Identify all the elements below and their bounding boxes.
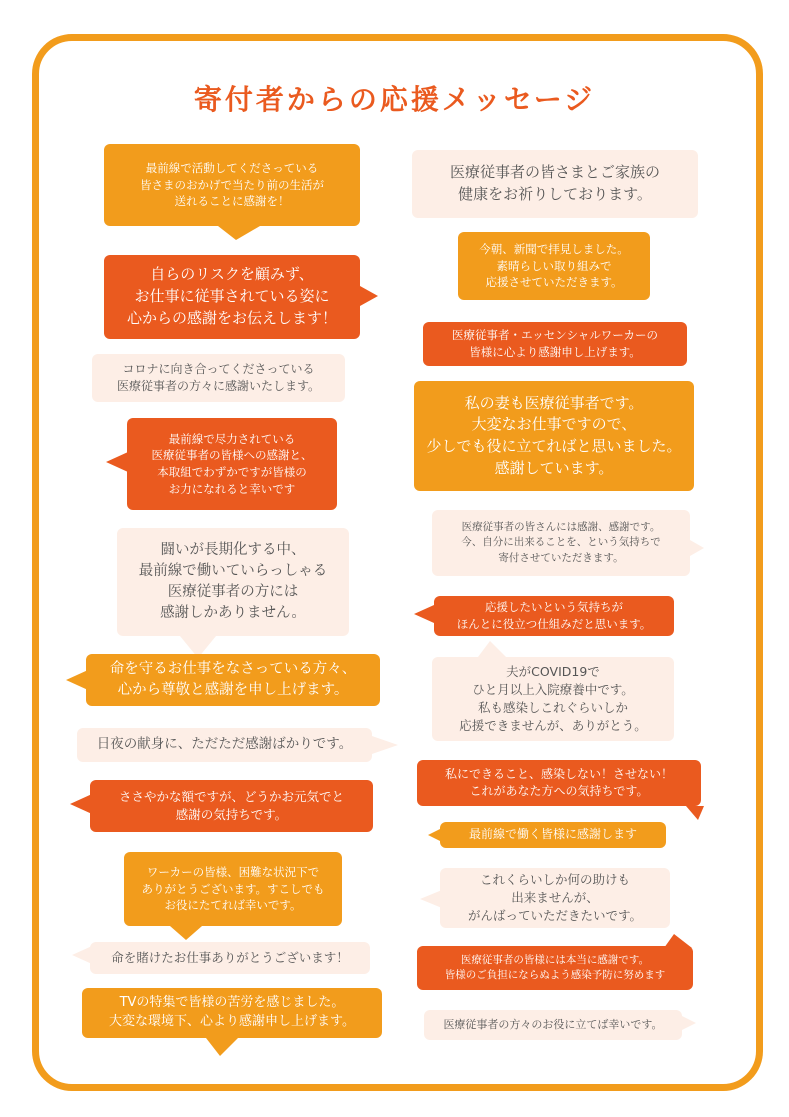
message-bubble: 医療従事者の皆さまとご家族の 健康をお祈りしております。 (412, 150, 698, 218)
message-bubble: 最前線で活動してくださっている 皆さまのおかげで当たり前の生活が 送れることに感謝を！ (104, 144, 360, 226)
bubble-tail (72, 946, 92, 964)
message-bubble: 私にできること、感染しない！させない！ これがあなた方への気持ちです。 (417, 760, 701, 806)
bubble-tail (360, 286, 378, 306)
bubble-tail (372, 736, 398, 754)
bubble-tail (478, 641, 506, 657)
message-bubble: これくらいしか何の助けも 出来ませんが、 がんばっていただきたいです。 (440, 868, 670, 928)
message-bubble: 日夜の献身に、ただただ感謝ばかりです。 (77, 728, 372, 762)
bubble-tail (70, 794, 92, 814)
page-title: 寄付者からの応援メッセージ (193, 83, 596, 116)
message-bubble: ワーカーの皆様、困難な状況下で ありがとうございます。すこしでも お役にたてれば幸いです。 (124, 852, 342, 926)
message-bubble: 自らのリスクを顧みず、 お仕事に従事されている姿に 心からの感謝をお伝えします！ (104, 255, 360, 339)
message-bubble: 命を守るお仕事をなさっている方々、 心から尊敬と感謝を申し上げます。 (86, 654, 380, 706)
message-bubble: TVの特集で皆様の苦労を感じました。 大変な環境下、心より感謝申し上げます。 (82, 988, 382, 1038)
message-bubble: 私の妻も医療従事者です。 大変なお仕事ですので、 少しでも役に立てればと思いました。 感謝しています。 (414, 381, 694, 491)
message-bubble: ささやかな額ですが、どうかお元気でと 感謝の気持ちです。 (90, 780, 373, 832)
message-bubble: 今朝、新聞で拝見しました。 素晴らしい取り組みで 応援させていただきます。 (458, 232, 650, 300)
bubble-tail (420, 890, 442, 908)
message-bubble: 医療従事者の方々のお役に立てば幸いです。 (424, 1010, 682, 1040)
bubble-tail (170, 926, 202, 940)
message-bubble: 夫がCOVID19で ひと月以上入院療養中です。 私も感染しこれぐらいしか 応援できませんが、ありがとう。 (432, 657, 674, 741)
bubble-tail (206, 1038, 238, 1056)
bubble-tail (664, 934, 692, 948)
bubble-tail (690, 540, 704, 556)
message-bubble: 医療従事者の皆さんには感謝、感謝です。 今、自分に出来ることを、という気持ちで 寄付させていただきます。 (432, 510, 690, 576)
message-bubble: 闘いが長期化する中、 最前線で働いていらっしゃる 医療従事者の方には 感謝しかありません。 (117, 528, 349, 636)
message-bubble: 最前線で働く皆様に感謝します (440, 822, 666, 848)
bubble-tail (106, 452, 128, 472)
bubble-tail (66, 670, 88, 690)
message-bubble: 医療従事者の皆様には本当に感謝です。 皆様のご負担にならぬよう感染予防に努めます (417, 946, 693, 990)
bubble-tail (428, 828, 442, 842)
message-bubble: 最前線で尽力されている 医療従事者の皆様への感謝と、 本取組でわずかですが皆様の お力になれると幸いです (127, 418, 337, 510)
message-bubble: コロナに向き合ってくださっている 医療従事者の方々に感謝いたします。 (92, 354, 345, 402)
message-bubble: 命を賭けたお仕事ありがとうございます！ (90, 942, 370, 974)
bubble-tail (686, 806, 704, 820)
bubble-tail (414, 605, 434, 623)
bubble-tail (218, 226, 260, 240)
message-bubble: 応援したいという気持ちが ほんとに役立つ仕組みだと思います。 (434, 596, 674, 636)
message-bubble: 医療従事者・エッセンシャルワーカーの 皆様に心より感謝申し上げます。 (423, 322, 687, 366)
bubble-tail (682, 1016, 696, 1030)
